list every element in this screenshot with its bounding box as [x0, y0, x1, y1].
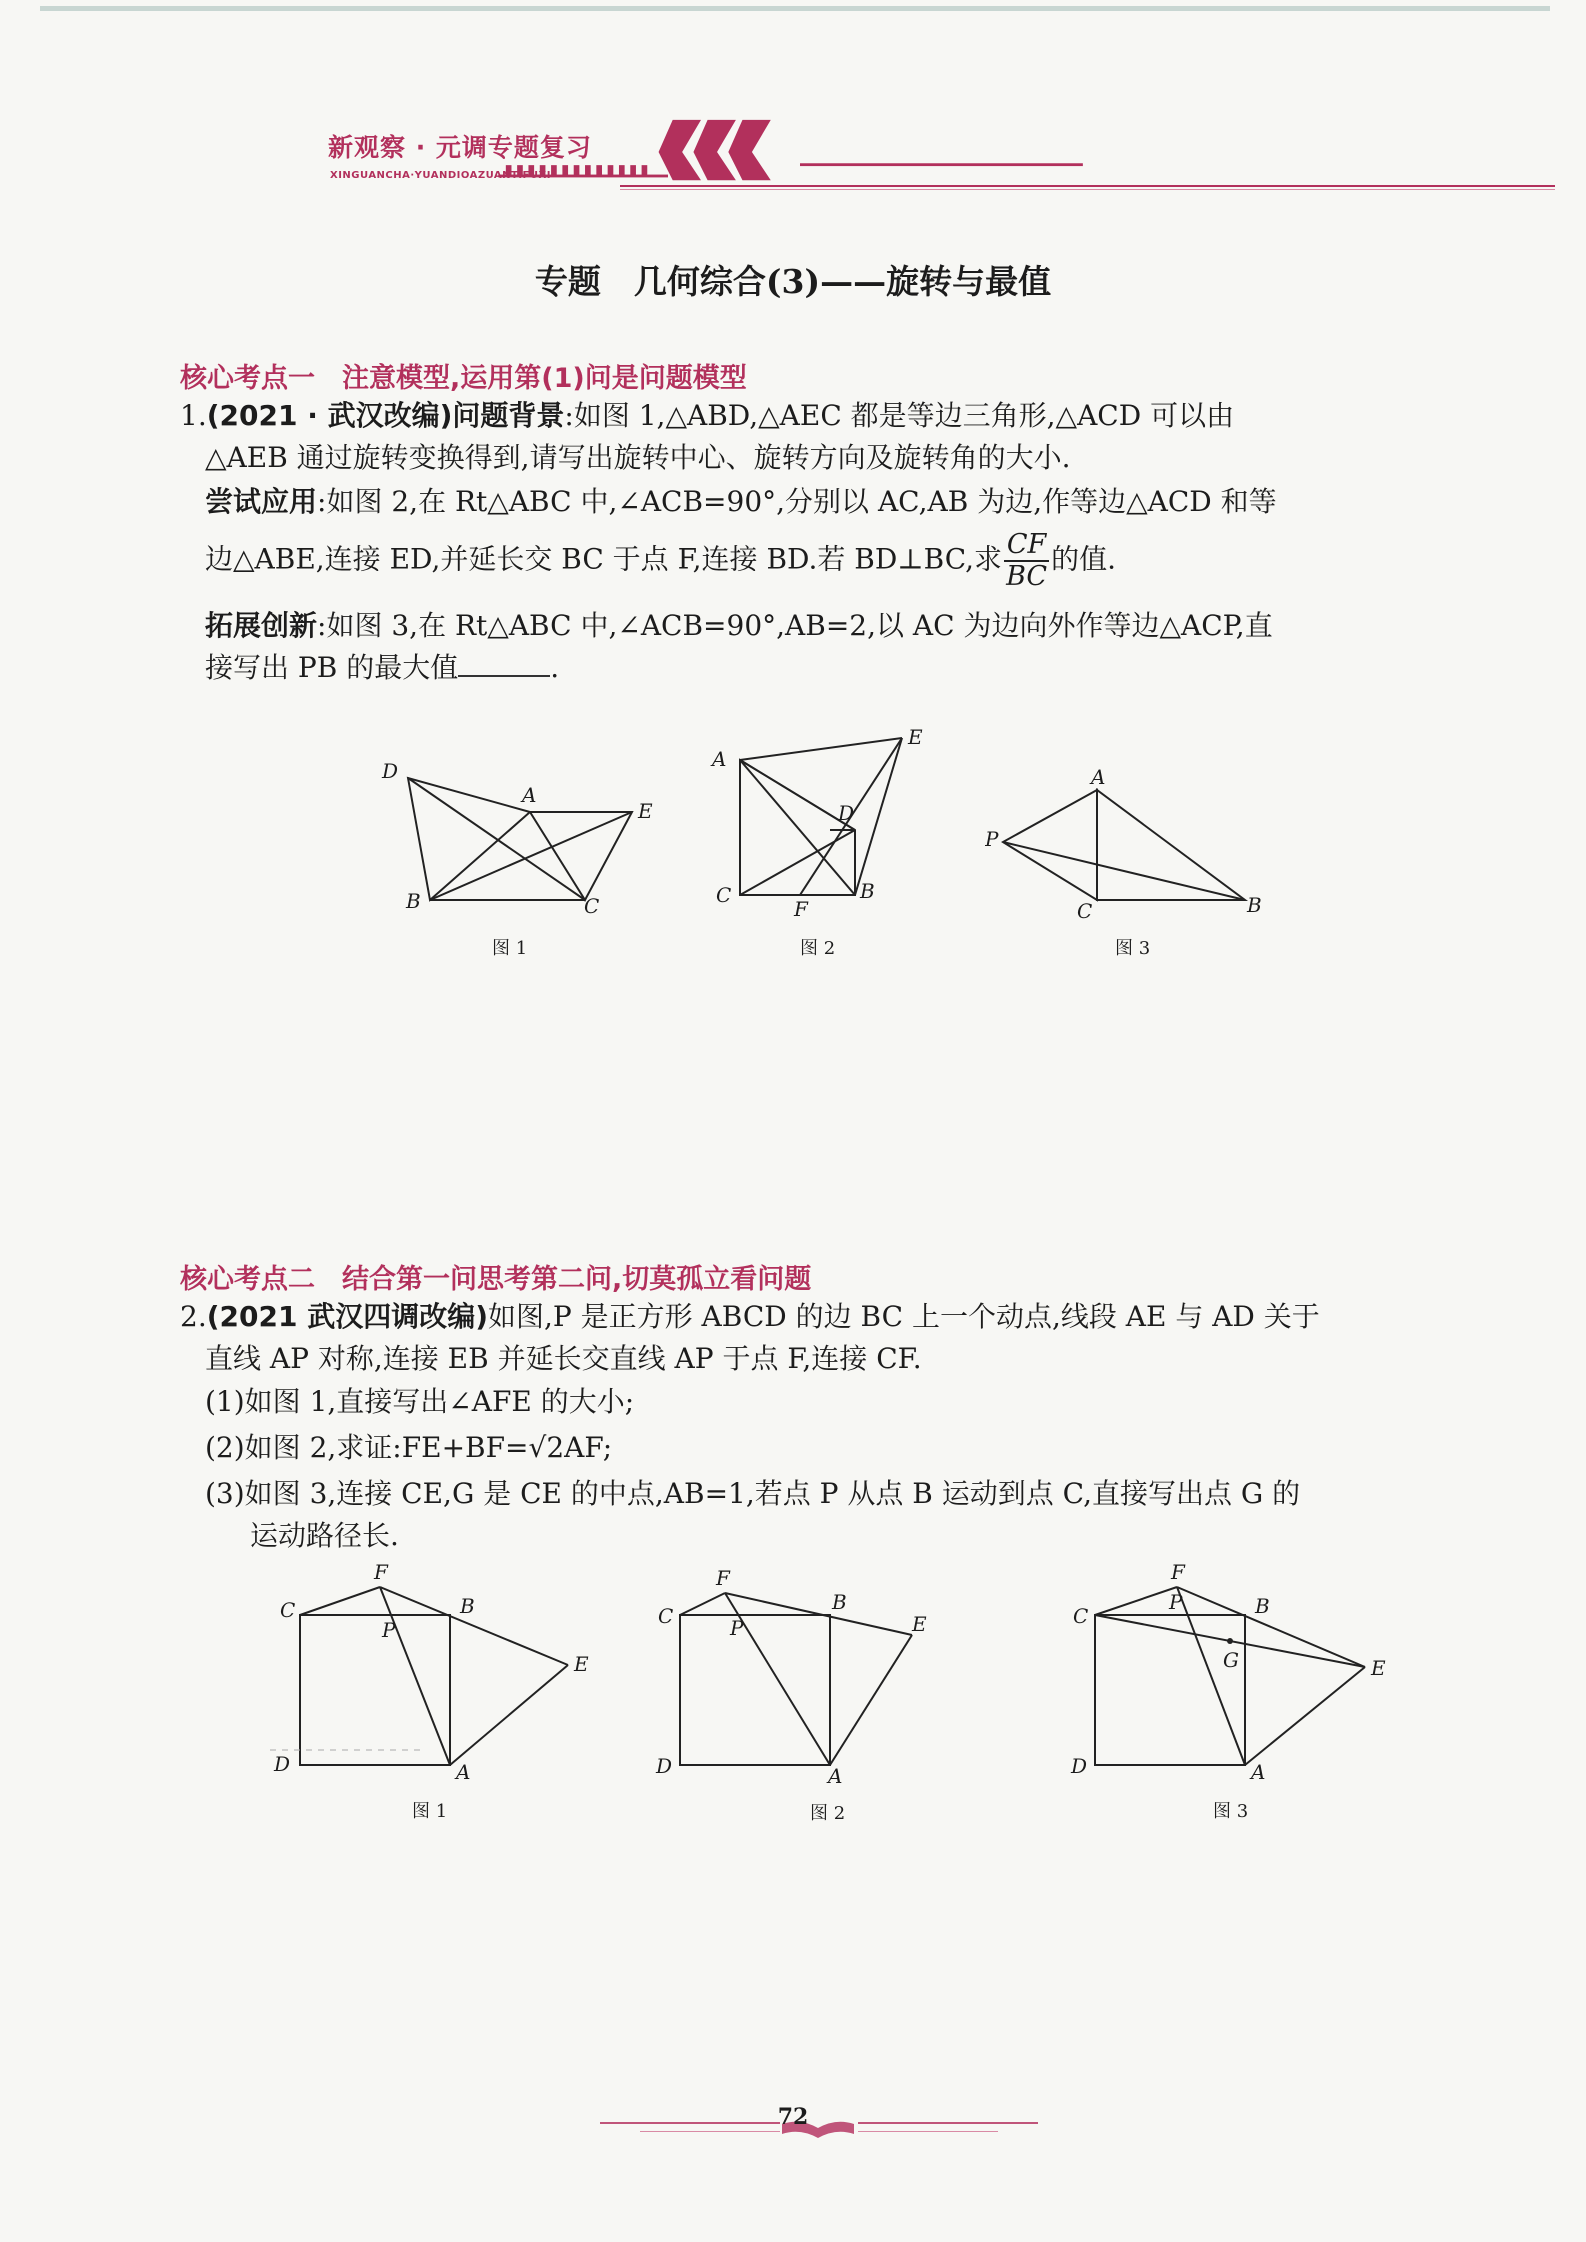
- fig1-2-label: D: [838, 801, 855, 825]
- fig2-1-label: B: [460, 1594, 475, 1618]
- fig1-2-caption: 图 2: [800, 938, 836, 959]
- fig2-1-label: A: [456, 1760, 471, 1784]
- fig1-2-label: C: [716, 883, 732, 907]
- figure-1-2: [700, 720, 950, 960]
- fig1-2-label: E: [908, 725, 923, 749]
- fig1-2-label: F: [794, 897, 808, 921]
- fig2-2-label: E: [912, 1612, 927, 1636]
- figure-2-2: [650, 1555, 950, 1825]
- fig2-2-label: F: [716, 1566, 730, 1590]
- q1-try-text2b: 的值.: [1051, 542, 1116, 576]
- fig1-1-label: C: [584, 894, 600, 918]
- q2-line1: [180, 1296, 1320, 1338]
- fig2-3-label: G: [1223, 1648, 1239, 1672]
- brand-title: 新观察 · 元调专题复习: [328, 133, 592, 162]
- page-title: 专题 几何综合(3)——旋转与最值: [534, 262, 1052, 301]
- fig2-2-label: A: [828, 1764, 843, 1788]
- point-g-marker: [1227, 1638, 1233, 1644]
- q1-ext-text2: 接写出 PB 的最大值: [205, 651, 459, 684]
- fig1-3-label: B: [1247, 893, 1262, 917]
- header-logo-graphic: [0, 118, 1586, 184]
- answer-blank[interactable]: [458, 649, 550, 677]
- q2-part3-line1: (3)如图 3,连接 CE,G 是 CE 的中点,AB=1,若点 P 从点 B 运动到点 C,直接写出点 G 的: [205, 1477, 1301, 1510]
- fig1-2-label: B: [860, 879, 875, 903]
- fig1-3-label: C: [1077, 899, 1093, 923]
- fig2-2-label: B: [832, 1590, 847, 1614]
- fig2-1-label: F: [374, 1560, 388, 1584]
- fig2-1-label: E: [574, 1652, 589, 1676]
- fig2-3-label: C: [1073, 1604, 1089, 1628]
- fig2-2-label: P: [730, 1616, 744, 1640]
- q2-text1: 如图,P 是正方形 ABCD 的边 BC 上一个动点,线段 AE 与 AD 关于: [488, 1300, 1320, 1333]
- q1-source: (2021 · 武汉改编): [206, 399, 453, 432]
- fig1-1-label: E: [638, 799, 653, 823]
- fig1-1-caption: 图 1: [492, 938, 528, 959]
- q1-try-line2: [205, 530, 1116, 592]
- top-border-line: [40, 6, 1550, 11]
- fraction-cf-bc: [1004, 530, 1049, 592]
- q1-ext-line2: [205, 647, 559, 689]
- fig2-3-label: E: [1371, 1656, 1386, 1680]
- header-rule-thin: [620, 189, 1555, 190]
- q1-bg-text1: :如图 1,△ABD,△AEC 都是等边三角形,△ACD 可以由: [564, 399, 1235, 432]
- fig2-1-caption: 图 1: [412, 1801, 448, 1822]
- fig2-1-label: D: [274, 1752, 291, 1776]
- fig2-3-label: B: [1255, 1594, 1270, 1618]
- q1-ext-line1: [205, 605, 1273, 647]
- fraction-denominator: BC: [1006, 561, 1048, 592]
- figure-2-3: [1065, 1555, 1405, 1825]
- section1-heading: 核心考点一 注意模型,运用第(1)问是问题模型: [180, 363, 747, 394]
- q1-ext-label: 拓展创新: [205, 609, 318, 642]
- fig2-3-label: P: [1169, 1590, 1183, 1614]
- q1-bg-label: 问题背景: [452, 399, 565, 432]
- fig1-3-caption: 图 3: [1115, 938, 1151, 959]
- figure-1-1: [370, 740, 670, 960]
- q1-line1: [180, 395, 1234, 437]
- fig2-3-label: F: [1171, 1560, 1185, 1584]
- fig2-1-label: C: [280, 1598, 296, 1622]
- fig1-3-label: A: [1091, 765, 1106, 789]
- figure-1-3: [985, 760, 1285, 960]
- q2-source: (2021 武汉四调改编): [206, 1300, 488, 1333]
- q2-part1: (1)如图 1,直接写出∠AFE 的大小;: [205, 1385, 635, 1418]
- fig1-1-label: D: [382, 759, 399, 783]
- fig2-2-label: D: [656, 1754, 673, 1778]
- q2-text2: 直线 AP 对称,连接 EB 并延长交直线 AP 于点 F,连接 CF.: [205, 1342, 922, 1375]
- fig2-3-label: D: [1071, 1754, 1088, 1778]
- q1-try-line1: [205, 481, 1277, 523]
- fraction-numerator: CF: [1004, 530, 1049, 562]
- q1-number: 1.: [180, 399, 207, 432]
- page-number: 72: [777, 2104, 809, 2130]
- fig2-2-caption: 图 2: [810, 1803, 846, 1824]
- fig2-1-label: P: [382, 1618, 396, 1642]
- section2-heading: 核心考点二 结合第一问思考第二问,切莫孤立看问题: [180, 1264, 812, 1295]
- fig1-1-label: B: [406, 889, 421, 913]
- q1-ext-end: .: [550, 651, 560, 684]
- footer-rule-right-thin: [858, 2131, 998, 2132]
- q2-number: 2.: [180, 1300, 207, 1333]
- q1-try-text2a: 边△ABE,连接 ED,并延长交 BC 于点 F,连接 BD.若 BD⊥BC,求: [205, 542, 1003, 576]
- header-rule: [620, 185, 1555, 187]
- q2-part3-line2: 运动路径长.: [250, 1519, 399, 1552]
- q1-try-text1: :如图 2,在 Rt△ABC 中,∠ACB=90°,分别以 AC,AB 为边,作等边△ACD 和等: [317, 485, 1277, 518]
- fig2-3-label: A: [1251, 1760, 1266, 1784]
- figure-2-1: [270, 1555, 610, 1825]
- fig2-3-caption: 图 3: [1213, 1801, 1249, 1822]
- brand-subtitle: XINGUANCHA·YUANDIOAZUANTIFUXI: [330, 170, 551, 181]
- q2-part2: (2)如图 2,求证:FE+BF=√2AF;: [205, 1431, 613, 1464]
- footer-rule-left-thin: [640, 2131, 780, 2132]
- q1-bg-text2: △AEB 通过旋转变换得到,请写出旋转中心、旋转方向及旋转角的大小.: [205, 441, 1071, 474]
- fig2-2-label: C: [658, 1604, 674, 1628]
- q1-ext-text1: :如图 3,在 Rt△ABC 中,∠ACB=90°,AB=2,以 AC 为边向外作等边△ACP,直: [317, 609, 1273, 642]
- fig1-2-label: A: [712, 747, 727, 771]
- q1-try-label: 尝试应用: [205, 485, 318, 518]
- fig1-3-label: P: [985, 827, 999, 851]
- fig1-1-label: A: [522, 783, 537, 807]
